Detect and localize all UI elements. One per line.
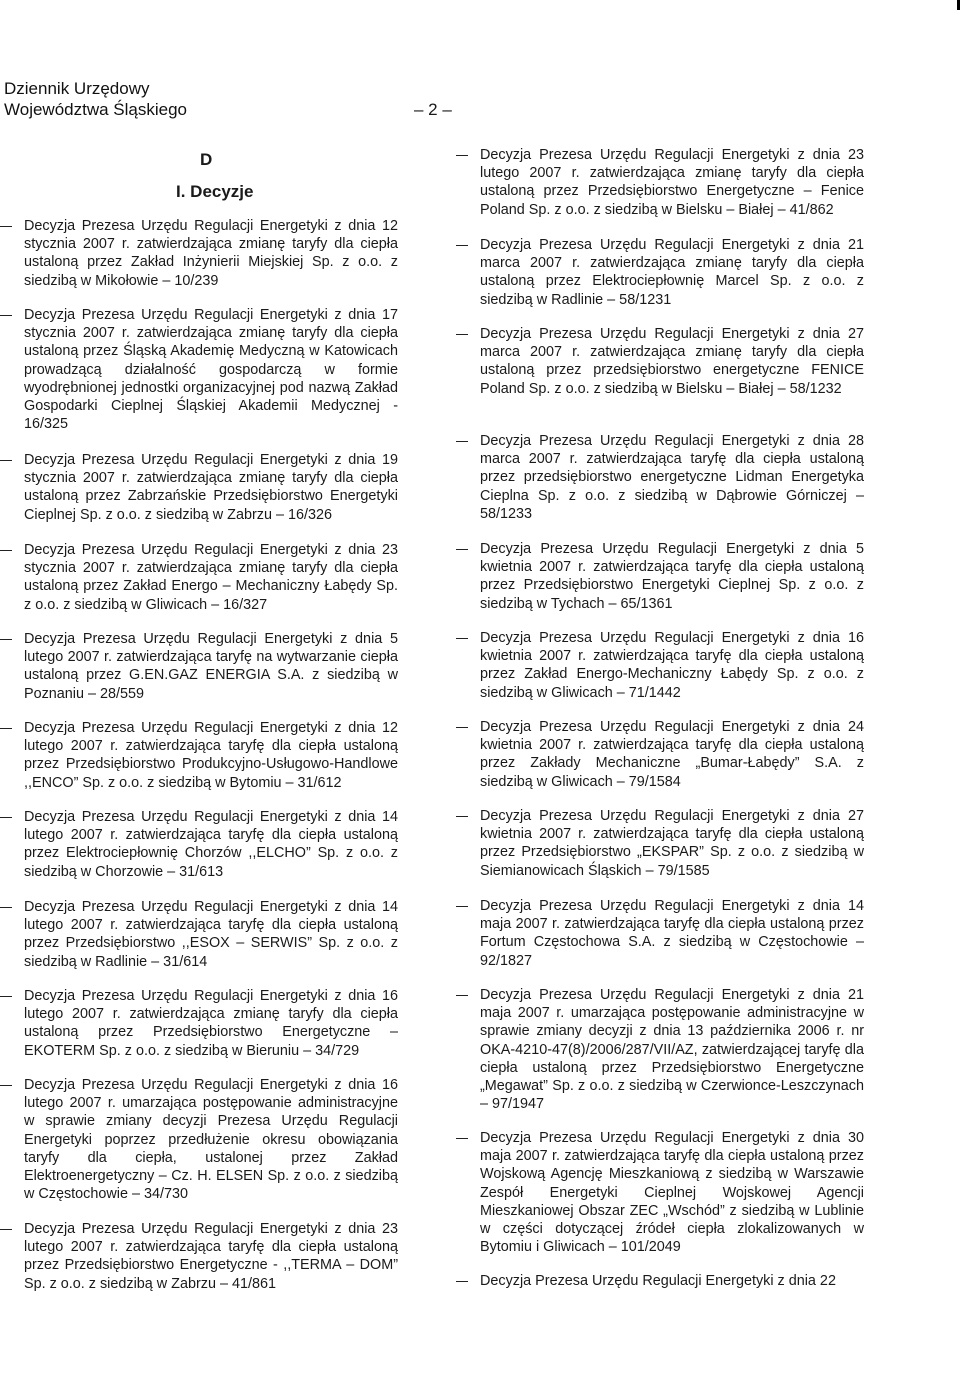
decision-text: Decyzja Prezesa Urzędu Regulacji Energetyki z dnia 24 kwietnia 2007 r. zatwierdzająca taryfę dla ciepła ustaloną przez Zakłady Mechaniczne „Bumar-Łabędy” S.A. z siedzibą w Gliwicach – 79/1584 [480, 719, 864, 790]
decision-text: Decyzja Prezesa Urzędu Regulacji Energetyki z dnia 16 lutego 2007 r. zatwierdzająca zmianę taryfy dla ciepła ustaloną przez Przedsiębiorstwo Energetyczne – EKOTERM Sp. z o.o. z siedzibą w Bieruniu – 34/729 [24, 988, 398, 1059]
section-title: I. Decyzje [176, 182, 254, 201]
decision-entry [0, 630, 398, 703]
decision-text: Decyzja Prezesa Urzędu Regulacji Energetyki z dnia 23 lutego 2007 r. zatwierdzająca taryfę dla ciepła ustaloną przez Przedsiębiorstwo Energetyczne - ,,TERMA – DOM” Sp. z o.o. z siedzibą w Zabrzu – 41/861 [24, 1221, 398, 1292]
decision-entry [0, 1076, 398, 1203]
decision-entry [0, 541, 398, 614]
decision-text: Decyzja Prezesa Urzędu Regulacji Energetyki z dnia 12 stycznia 2007 r. zatwierdzająca zmianę taryfy dla ciepła ustaloną przez Zakład Inżynierii Miejskiej Sp. z o.o. z siedzibą w Mikołowie – 10/239 [24, 218, 398, 289]
decision-entry [456, 236, 864, 309]
dash-marker [456, 906, 468, 907]
decision-entry [0, 898, 398, 971]
dash-marker [0, 1229, 12, 1230]
page-number: – 2 – [414, 100, 452, 119]
dash-marker [0, 1085, 12, 1086]
decision-entry [456, 1272, 864, 1290]
dash-marker [0, 550, 12, 551]
dash-marker [456, 816, 468, 817]
dash-marker [456, 334, 468, 335]
dash-marker [0, 996, 12, 997]
dash-marker [456, 1281, 468, 1282]
decision-entry [456, 146, 864, 219]
decision-entry [0, 1220, 398, 1293]
journal-subtitle: Województwa Śląskiego [4, 100, 187, 119]
decision-text: Decyzja Prezesa Urzędu Regulacji Energetyki z dnia 21 marca 2007 r. zatwierdzająca zmianę taryfy dla ciepła ustaloną przez Elektrociepłownię Marcel Sp. z o.o. z siedzibą w Radlinie – 58/1231 [480, 237, 864, 308]
decision-entry [456, 718, 864, 791]
decision-text: Decyzja Prezesa Urzędu Regulacji Energetyki z dnia 23 lutego 2007 r. zatwierdzająca zmianę taryfy dla ciepła ustaloną przez Przedsiębiorstwo Energetyczne – Fenice Poland Sp. z o.o. z siedzibą w Bielsku – Białej – 41/862 [480, 147, 864, 218]
decision-text: Decyzja Prezesa Urzędu Regulacji Energetyki z dnia 19 stycznia 2007 r. zatwierdzająca zmianę taryfy dla ciepła ustaloną przez Zabrzańskie Przedsiębiorstwo Energetyki Cieplnej Sp. z o.o. z siedzibą w Zabrzu – 16/326 [24, 452, 398, 523]
decision-entry [0, 987, 398, 1060]
journal-title: Dziennik Urzędowy [4, 79, 150, 98]
decision-text: Decyzja Prezesa Urzędu Regulacji Energetyki z dnia 14 maja 2007 r. zatwierdzająca taryfę dla ciepła ustaloną przez Fortum Częstochowa S.A. z siedzibą w Częstochowie – 92/1827 [480, 898, 864, 969]
decision-text: Decyzja Prezesa Urzędu Regulacji Energetyki z dnia 27 kwietnia 2007 r. zatwierdzająca taryfę dla ciepła ustaloną przez Przedsiębiorstwo „EKSPAR” Sp. z o.o. z siedzibą w Siemianowicach Śląskich – 79/1585 [480, 808, 864, 879]
dash-marker [456, 441, 468, 442]
decision-entry [456, 986, 864, 1113]
decision-text: Decyzja Prezesa Urzędu Regulacji Energetyki z dnia 16 lutego 2007 r. umarzająca postępowanie administracyjne w sprawie zmiany decyzji Prezesa Urzędu Regulacji Energetyki poprzez przedłużenie okresu obowiązania taryfy dla ciepła, ustalonej przez Zakład Elektroenergetyczny – Cz. H. ELSEN Sp. z o.o. z siedzibą w Częstochowie – 34/730 [24, 1077, 398, 1203]
decision-text: Decyzja Prezesa Urzędu Regulacji Energetyki z dnia 30 maja 2007 r. zatwierdzająca taryfę dla ciepła ustaloną przez Wojskową Agencję Mieszkaniową z siedzibą w Warszawie Zespół Energetyki Cieplnej Wojskowej Agencji Mieszkaniowej Obszar ZEC „Wschód” z siedzibą w Lublinie w części dotyczącej źródeł ciepła zlokalizowanych w Bytomiu i Gliwicach – 101/2049 [480, 1130, 864, 1256]
decision-entry [456, 432, 864, 523]
dash-marker [0, 639, 12, 640]
decision-entry [456, 897, 864, 970]
decision-text: Decyzja Prezesa Urzędu Regulacji Energetyki z dnia 23 stycznia 2007 r. zatwierdzająca zmianę taryfy dla ciepła ustaloną przez Zakład Energo – Mechaniczny Łabędy Sp. z o.o. z siedzibą w Gliwicach – 16/327 [24, 542, 398, 613]
dash-marker [456, 549, 468, 550]
decision-text: Decyzja Prezesa Urzędu Regulacji Energetyki z dnia 16 kwietnia 2007 r. zatwierdzająca taryfę dla ciepła ustaloną przez Zakład Energo-Mechaniczny Łabędy Sp. z o.o. z siedzibą w Gliwicach – 71/1442 [480, 630, 864, 701]
dash-marker [0, 460, 12, 461]
decision-text: Decyzja Prezesa Urzędu Regulacji Energetyki z dnia 17 stycznia 2007 r. zatwierdzająca zmianę taryfy dla ciepła ustaloną przez Śląską Akademię Medyczną w Katowicach prowadzącą działalność gospodarczą w formie wyodrębnionej jednostki organizacyjnej pod nazwą Zakład Gospodarki Cieplnej Śląskiej Akademii Medycznej - 16/325 [24, 307, 398, 433]
decision-text: Decyzja Prezesa Urzędu Regulacji Energetyki z dnia 28 marca 2007 r. zatwierdzająca taryfę dla ciepła ustaloną przez przedsiębiorstwo energetyczne Lidman Energetyka Cieplna Sp. z o.o. z siedzibą w Dąbrowie Górniczej – 58/1233 [480, 433, 864, 522]
dash-marker [456, 245, 468, 246]
decision-entry [456, 629, 864, 702]
dash-marker [0, 315, 12, 316]
decision-entry [0, 719, 398, 792]
section-letter: D [200, 150, 213, 169]
decision-entry [456, 807, 864, 880]
decision-text: Decyzja Prezesa Urzędu Regulacji Energetyki z dnia 5 lutego 2007 r. zatwierdzająca taryfę na wytwarzanie ciepła ustaloną przez G.EN.GAZ ENERGIA S.A. z siedzibą w Poznaniu – 28/559 [24, 631, 398, 702]
dash-marker [456, 1138, 468, 1139]
decision-text: Decyzja Prezesa Urzędu Regulacji Energetyki z dnia 22 [480, 1273, 836, 1289]
dash-marker [456, 995, 468, 996]
decision-text: Decyzja Prezesa Urzędu Regulacji Energetyki z dnia 21 maja 2007 r. umarzająca postępowanie administracyjne w sprawie zmiany decyzji z dnia 13 października 2006 r. nr OKA-4210-47(8)/2006/287/VII/AZ, zatwierdzającej taryfę dla ciepła ustaloną przez Przedsiębiorstwo Energetyczne „Megawat” Sp. z o.o. z siedzibą w Czerwionce-Leszczynach – 97/1947 [480, 987, 864, 1113]
decision-text: Decyzja Prezesa Urzędu Regulacji Energetyki z dnia 5 kwietnia 2007 r. zatwierdzająca taryfę dla ciepła ustaloną przez Przedsiębiorstwo Energetyki Cieplnej Sp. z o.o. z siedzibą w Tychach – 65/1361 [480, 541, 864, 612]
dash-marker [456, 638, 468, 639]
dash-marker [456, 155, 468, 156]
decision-entry [0, 451, 398, 524]
decision-text: Decyzja Prezesa Urzędu Regulacji Energetyki z dnia 12 lutego 2007 r. zatwierdzająca taryfę dla ciepła ustaloną przez Przedsiębiorstwo Produkcyjno-Usługowo-Handlowe ,,ENCO” Sp. z o.o. z siedzibą w Bytomiu – 31/612 [24, 720, 398, 791]
decision-entry [456, 1129, 864, 1256]
dash-marker [456, 727, 468, 728]
decision-entry [0, 217, 398, 290]
decision-entry [0, 306, 398, 433]
dash-marker [0, 907, 12, 908]
decision-entry [456, 540, 864, 613]
dash-marker [0, 226, 12, 227]
decision-text: Decyzja Prezesa Urzędu Regulacji Energetyki z dnia 27 marca 2007 r. zatwierdzająca zmianę taryfy dla ciepła ustaloną przez przedsiębiorstwo energetyczne FENICE Poland Sp. z o.o. z siedzibą w Bielsku – Białej – 58/1232 [480, 326, 864, 397]
decision-text: Decyzja Prezesa Urzędu Regulacji Energetyki z dnia 14 lutego 2007 r. zatwierdzająca taryfę dla ciepła ustaloną przez Elektrociepłownię Chorzów ,,ELCHO” Sp. z o.o. z siedzibą w Chorzowie – 31/613 [24, 809, 398, 880]
decision-text: Decyzja Prezesa Urzędu Regulacji Energetyki z dnia 14 lutego 2007 r. zatwierdzająca taryfę dla ciepła ustaloną przez Przedsiębiorstwo ,,ESOX – SERWIS” Sp. z o.o. z siedzibą w Radlinie – 31/614 [24, 899, 398, 970]
dash-marker [0, 817, 12, 818]
dash-marker [0, 728, 12, 729]
decision-entry [456, 325, 864, 398]
decision-entry [0, 808, 398, 881]
